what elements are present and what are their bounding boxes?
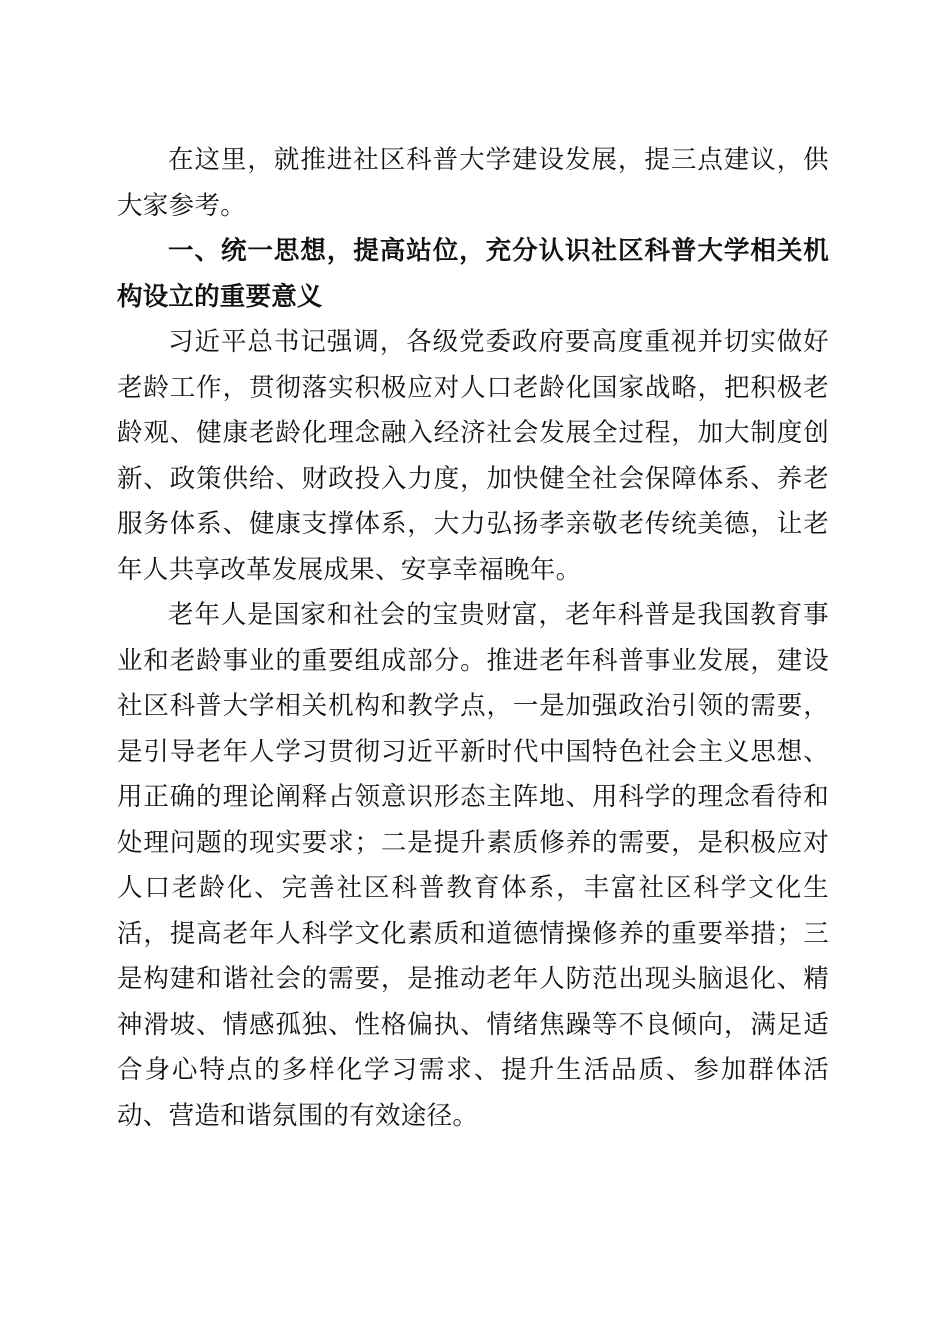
intro-paragraph: 在这里，就推进社区科普大学建设发展，提三点建议，供大家参考。 xyxy=(117,145,829,221)
document-page xyxy=(117,138,829,1139)
body-paragraph: 老年人是国家和社会的宝贵财富，老年科普是我国教育事业和老龄事业的重要组成部分。推进老年科普事业发展，建设社区科普大学相关机构和教学点，一是加强政治引领的需要，是引导老年人学习贯彻习近平新时代中国特色社会主义思想、用正确的理论阐释占领意识形态主阵地、用科学的理念看待和处理问题的现实要求；二是提升素质修养的需要，是积极应对人口老龄化、完善社区科普教育体系，丰富社区科学文化生活，提高老年人科学文化素质和道德情操修养的重要举措；三是构建和谐社会的需要，是推动老年人防范出现头脑退化、精神滑坡、情感孤独、性格偏执、情绪焦躁等不良倾向，满足适合身心特点的多样化学习需求、提升生活品质、参加群体活动、营造和谐氛围的有效途径。 xyxy=(117,600,829,1131)
section-heading: 一、统一思想，提高站位，充分认识社区科普大学相关机构设立的重要意义 xyxy=(117,236,829,312)
body-paragraph: 习近平总书记强调，各级党委政府要高度重视并切实做好老龄工作，贯彻落实积极应对人口老龄化国家战略，把积极老龄观、健康老龄化理念融入经济社会发展全过程，加大制度创新、政策供给、财政投入力度，加快健全社会保障体系、养老服务体系、健康支撑体系，大力弘扬孝亲敬老传统美德，让老年人共享改革发展成果、安享幸福晚年。 xyxy=(117,327,829,585)
